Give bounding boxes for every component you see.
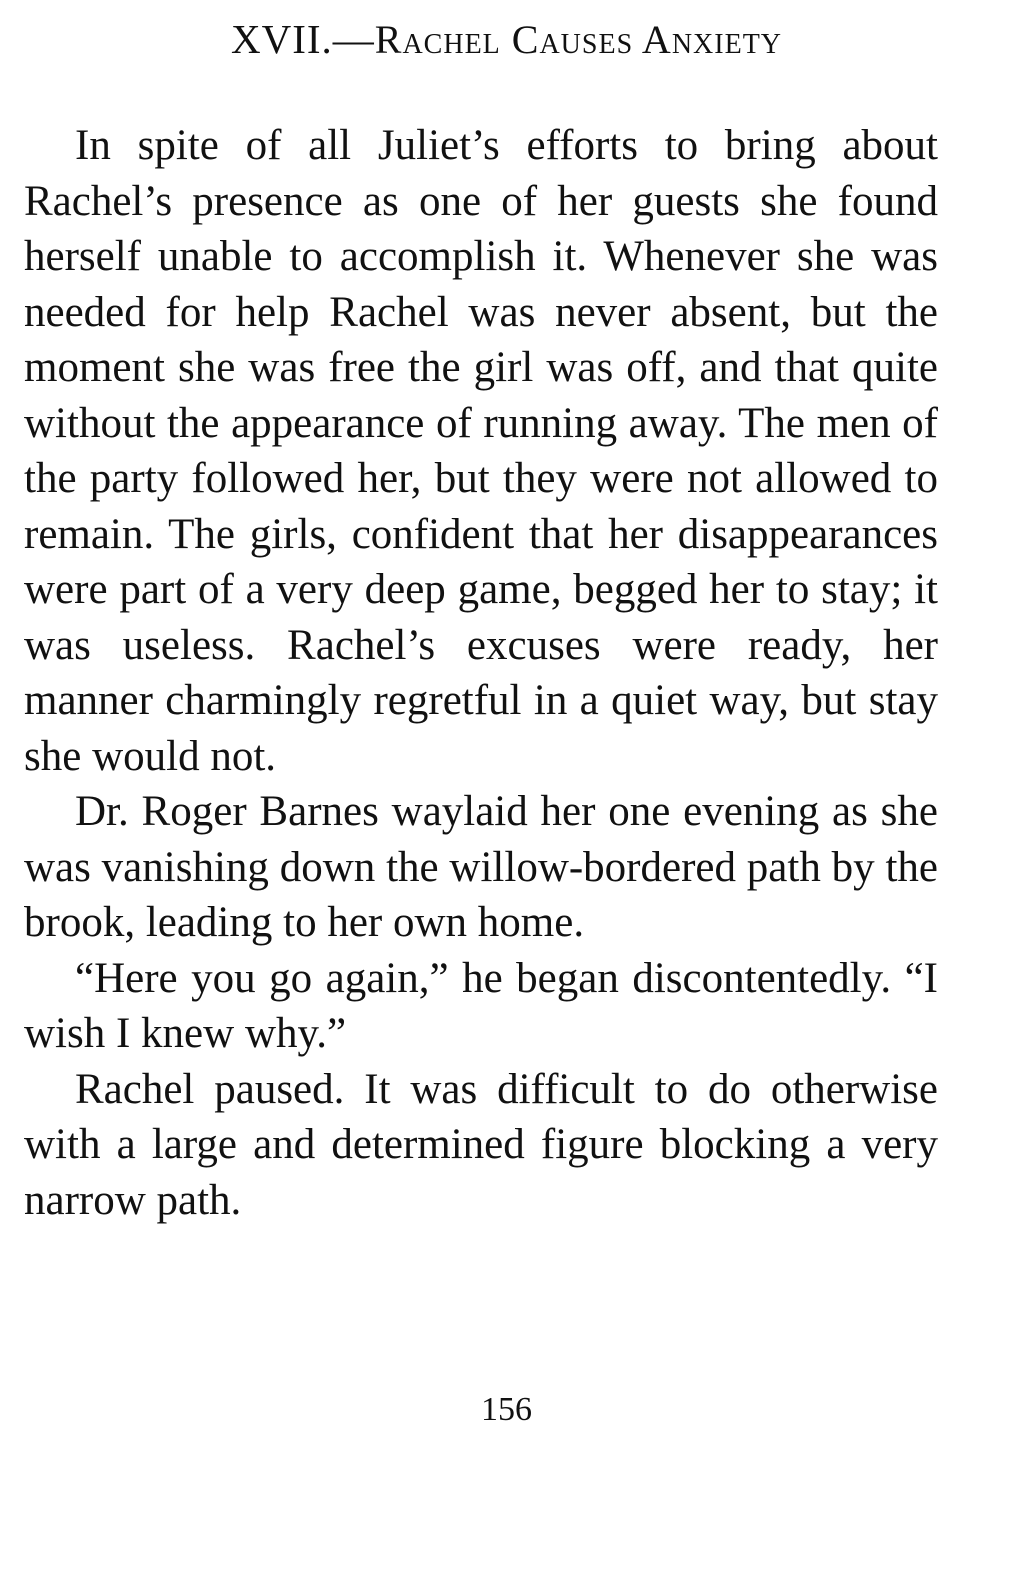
page-number: 156 bbox=[481, 1391, 532, 1428]
chapter-heading bbox=[0, 14, 1013, 66]
paragraph-3: “Here you go again,” he began discontentedly. “I wish I knew why.” bbox=[24, 954, 938, 1057]
paragraph-1: In spite of all Juliet’s efforts to bring about Rachel’s presence as one of her guests she found herself unable to accomplish it. Whenever she was needed for help Rachel was never absent, but the moment she was free the girl was off, and that quite without the appearance of running away. The men of the party followed her, but they were not allowed to remain. The girls, confident that her disappearances were part of a very deep game, begged her to stay; it was useless. Rachel’s excuses were ready, her manner charmingly regretful in a quiet way, but stay she would not. bbox=[24, 122, 938, 780]
paragraph-2: Dr. Roger Barnes waylaid her one evening as she was vanishing down the willow-bordered path by the brook, leading to her own home. bbox=[24, 788, 938, 946]
chapter-title: Rachel Causes Anxiety bbox=[374, 17, 783, 62]
chapter-number: XVII.— bbox=[230, 16, 375, 62]
body-text bbox=[24, 118, 938, 1228]
paragraph-4: Rachel paused. It was difficult to do otherwise with a large and determined figure blocking a very narrow path. bbox=[24, 1065, 938, 1224]
